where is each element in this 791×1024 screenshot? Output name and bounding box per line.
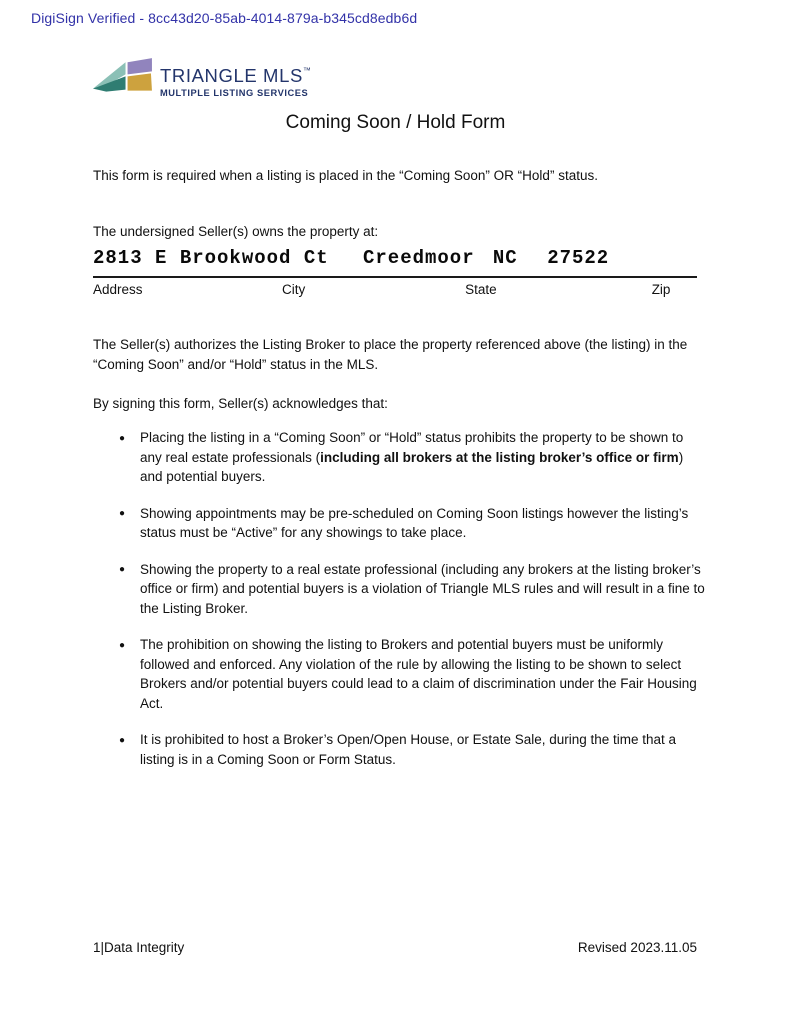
city-value: Creedmoor [362, 247, 475, 269]
acknowledgement-item: ● The prohibition on showing the listing to Brokers and potential buyers must be uniformly followed and enforced. Any violation of the rule by allowing the listing to be shown to select Brokers and/or potential buyers could lead to a claim of discrimination under the Fair Housing Act. [140, 635, 707, 713]
property-values-row [93, 247, 697, 272]
logo-tagline: MULTIPLE LISTING SERVICES [160, 88, 309, 98]
state-label: State [465, 282, 497, 297]
address-underline [93, 276, 697, 278]
address-label: Address [93, 282, 143, 297]
property-labels-row [93, 282, 697, 300]
footer-revision-date: Revised 2023.11.05 [577, 940, 697, 955]
authorization-paragraph: The Seller(s) authorizes the Listing Broker to place the property referenced above (the listing) in the “Coming Soon” and/or “Hold” status in the MLS. [93, 337, 688, 372]
zip-label: Zip [651, 282, 671, 297]
triangle-mls-logo [92, 57, 312, 103]
footer-page-label: 1|Data Integrity [93, 940, 185, 955]
logo-trademark: ™ [302, 66, 312, 75]
intro-paragraph: This form is required when a listing is placed in the “Coming Soon” OR “Hold” status. [93, 168, 598, 183]
digisign-verification-banner: DigiSign Verified - 8cc43d20-85ab-4014-879a-b345cd8edb6d [31, 10, 418, 26]
triangle-mls-logo-text [160, 57, 312, 98]
logo-name [160, 61, 312, 86]
zip-value: 27522 [547, 247, 610, 269]
acknowledgement-item: ● Showing appointments may be pre-scheduled on Coming Soon listings however the listing’s status must be “Active” for any showings to take place. [140, 504, 707, 543]
acknowledgement-list [93, 428, 707, 769]
logo-name-text: TRIANGLE MLS [160, 65, 303, 86]
city-label: City [282, 282, 306, 297]
page-title: Coming Soon / Hold Form [285, 112, 506, 133]
acknowledgement-item: ● Placing the listing in a “Coming Soon” or “Hold” status prohibits the property to be shown to any real estate professionals (including all brokers at the listing broker’s office or firm) and potential buyers. [140, 428, 707, 487]
property-heading: The undersigned Seller(s) owns the property at: [93, 224, 379, 239]
acknowledgement-item: ● It is prohibited to host a Broker’s Open/Open House, or Estate Sale, during the time that a listing is in a Coming Soon or Form Status. [140, 730, 707, 769]
triangle-mls-logo-icon [92, 58, 155, 103]
address-value: 2813 E Brookwood Ct [93, 247, 329, 269]
state-value: NC [492, 247, 518, 269]
acknowledgement-item: ● Showing the property to a real estate professional (including any brokers at the listing broker’s office or firm) and potential buyers is a violation of Triangle MLS rules and will result in a fine to the Listing Broker. [140, 560, 707, 619]
acknowledgement-lead: By signing this form, Seller(s) acknowledges that: [93, 396, 388, 411]
property-fields [93, 247, 697, 300]
acknowledgement-list-wrap [93, 428, 707, 786]
